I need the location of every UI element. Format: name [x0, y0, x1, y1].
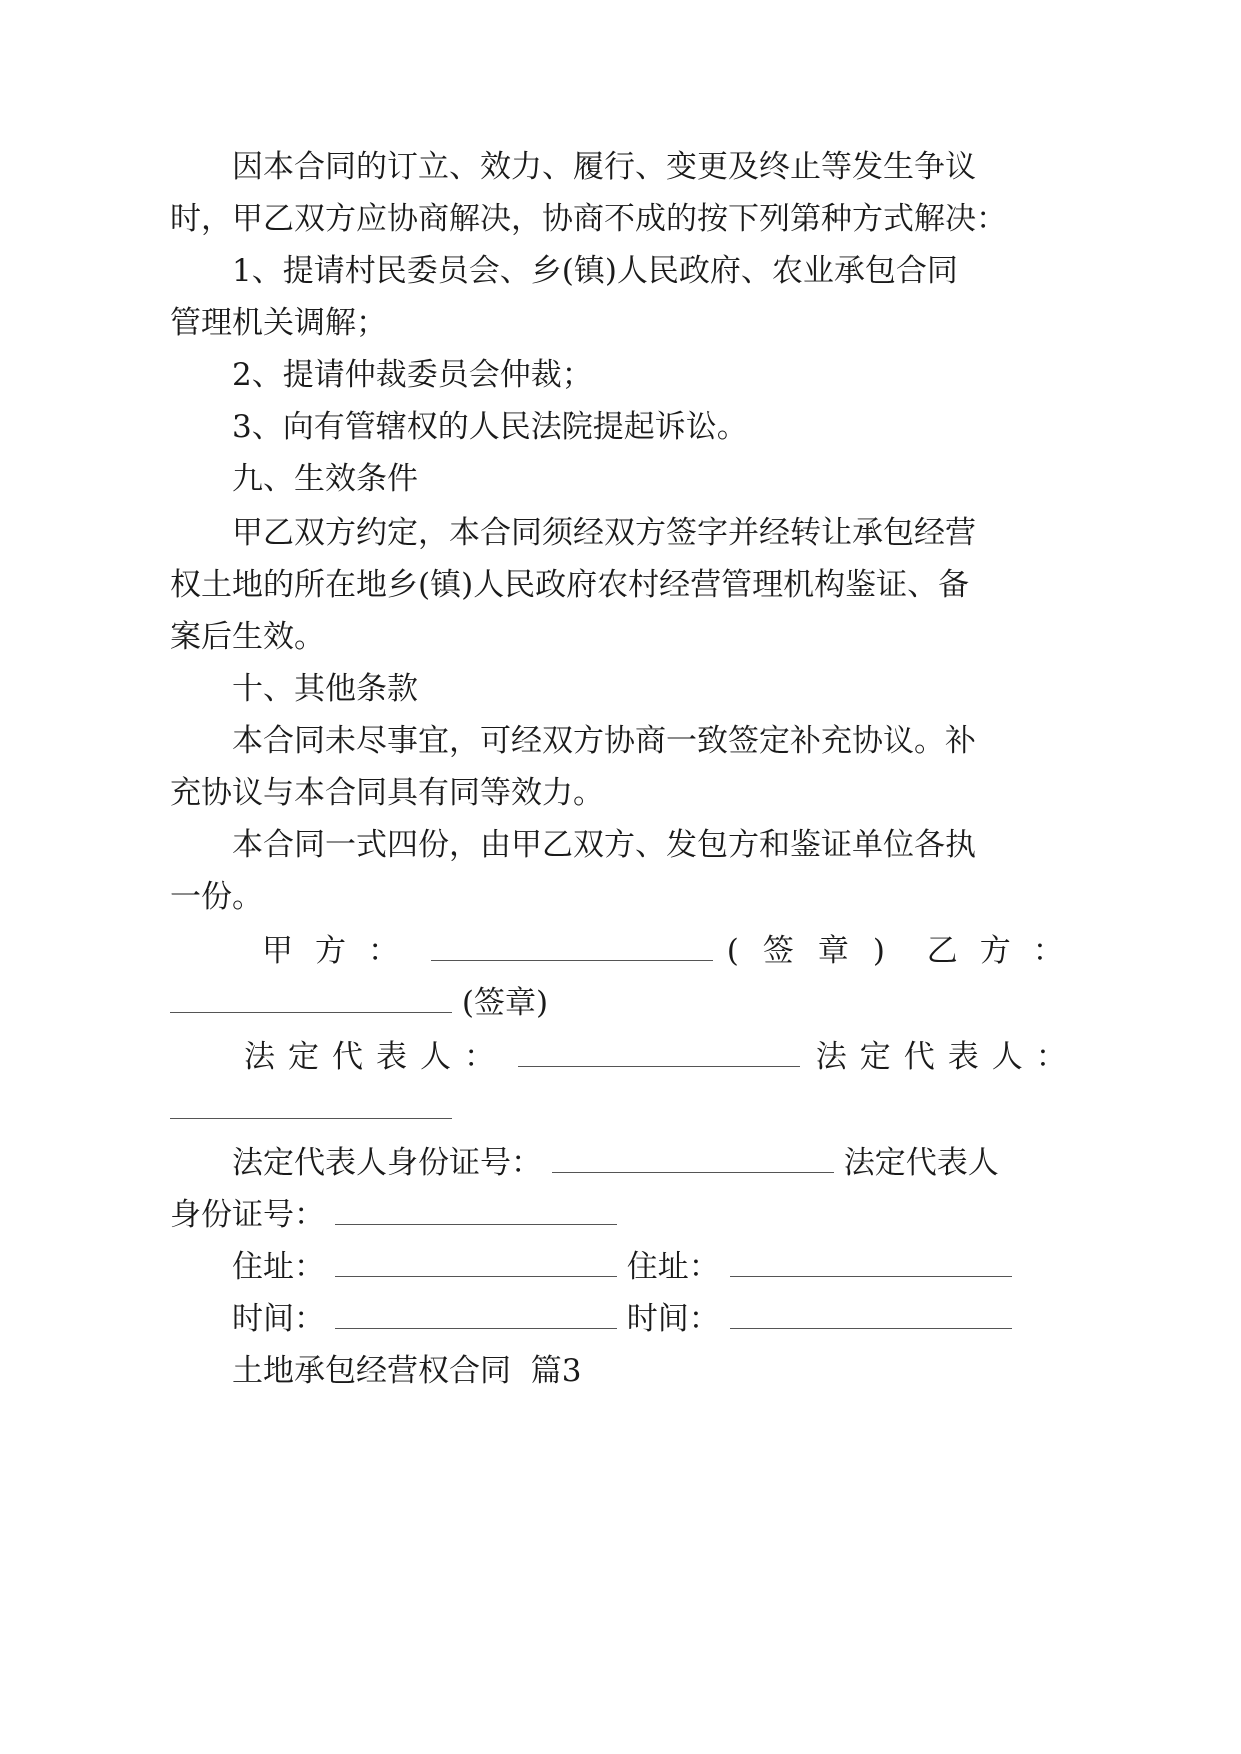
address-a-label: 住址：: [232, 1249, 325, 1285]
option-3-text: 3、向有管辖权的人民法院提起诉讼。: [232, 409, 748, 445]
section-9-line-1: [232, 504, 976, 562]
id-number-b-label-part-2: 身份证号：: [170, 1197, 325, 1233]
section-9-text-2: 权土地的所在地乡(镇)人民政府农村经营管理机构鉴证、备: [170, 567, 970, 603]
id-number-line: [232, 1134, 999, 1192]
party-a-label: 甲方：: [262, 933, 421, 969]
copies-text-1: 本合同一式四份，由甲乙双方、发包方和鉴证单位各执: [232, 827, 976, 863]
section-9-text-1: 甲乙双方约定，本合同须经双方签字并经转让承包经营: [232, 515, 976, 551]
address-b-label: 住址：: [626, 1249, 720, 1285]
id-number-b-blank[interactable]: [335, 1196, 617, 1225]
section-9-line-3: [170, 608, 325, 666]
section-9-text-3: 案后生效。: [170, 619, 325, 655]
legal-rep-b-label: 法定代表人：: [815, 1039, 1080, 1075]
time-b-label: 时间：: [626, 1301, 720, 1337]
party-b-seal-label: (签章): [461, 985, 549, 1021]
legal-rep-a-blank[interactable]: [518, 1038, 800, 1067]
dispute-paragraph-line-2: [170, 190, 1007, 248]
party-b-signature-blank[interactable]: [170, 984, 452, 1013]
legal-rep-a-label: 法定代表人：: [244, 1039, 508, 1075]
section-10-line-1: [232, 712, 976, 770]
address-b-blank[interactable]: [730, 1248, 1012, 1277]
option-1-line-1: [232, 242, 958, 300]
time-line: [232, 1290, 1012, 1348]
section-10-title: 十、其他条款: [232, 671, 418, 707]
option-1-text-2: 管理机关调解；: [170, 305, 387, 341]
party-b-signature-line: [170, 974, 548, 1032]
id-number-a-label: 法定代表人身份证号：: [232, 1145, 542, 1181]
section-10-text-2: 充协议与本合同具有同等效力。: [170, 775, 604, 811]
id-number-b-label-part-1: 法定代表人: [843, 1145, 999, 1181]
signature-parties-line: [262, 922, 1086, 980]
section-9-heading: [232, 450, 418, 508]
legal-rep-b-blank-line: [170, 1080, 452, 1138]
copies-line-2: [170, 868, 263, 926]
section-10-line-2: [170, 764, 604, 822]
id-number-b-line: [170, 1186, 617, 1244]
section-10-text-1: 本合同未尽事宜，可经双方协商一致签定补充协议。补: [232, 723, 976, 759]
party-a-seal-label: (签章): [726, 933, 909, 969]
party-a-signature-blank[interactable]: [431, 932, 713, 961]
dispute-paragraph-line-1: [232, 138, 976, 196]
legal-rep-line: [244, 1028, 1080, 1086]
legal-rep-b-blank[interactable]: [170, 1090, 452, 1119]
time-a-label: 时间：: [232, 1301, 325, 1337]
time-b-blank[interactable]: [730, 1300, 1012, 1329]
next-article-title: 土地承包经营权合同 篇3: [232, 1353, 582, 1389]
time-a-blank[interactable]: [335, 1300, 617, 1329]
dispute-text-1: 因本合同的订立、效力、履行、变更及终止等发生争议: [232, 149, 976, 185]
section-9-title: 九、生效条件: [232, 461, 418, 497]
option-1-text-1: 1、提请村民委员会、乡(镇)人民政府、农业承包合同: [232, 253, 958, 289]
option-2-line: [232, 346, 593, 404]
copies-text-2: 一份。: [170, 879, 263, 915]
section-9-line-2: [170, 556, 969, 614]
dispute-text-2: 时，甲乙双方应协商解决，协商不成的按下列第种方式解决：: [170, 201, 1007, 237]
option-1-line-2: [170, 294, 387, 352]
copies-line-1: [232, 816, 976, 874]
section-10-heading: [232, 660, 418, 718]
address-line: [232, 1238, 1012, 1296]
option-2-text: 2、提请仲裁委员会仲裁；: [232, 357, 593, 393]
option-3-line: [232, 398, 748, 456]
address-a-blank[interactable]: [335, 1248, 617, 1277]
next-article-heading: [232, 1342, 581, 1400]
party-b-label: 乙方：: [926, 933, 1086, 969]
id-number-a-blank[interactable]: [552, 1144, 834, 1173]
